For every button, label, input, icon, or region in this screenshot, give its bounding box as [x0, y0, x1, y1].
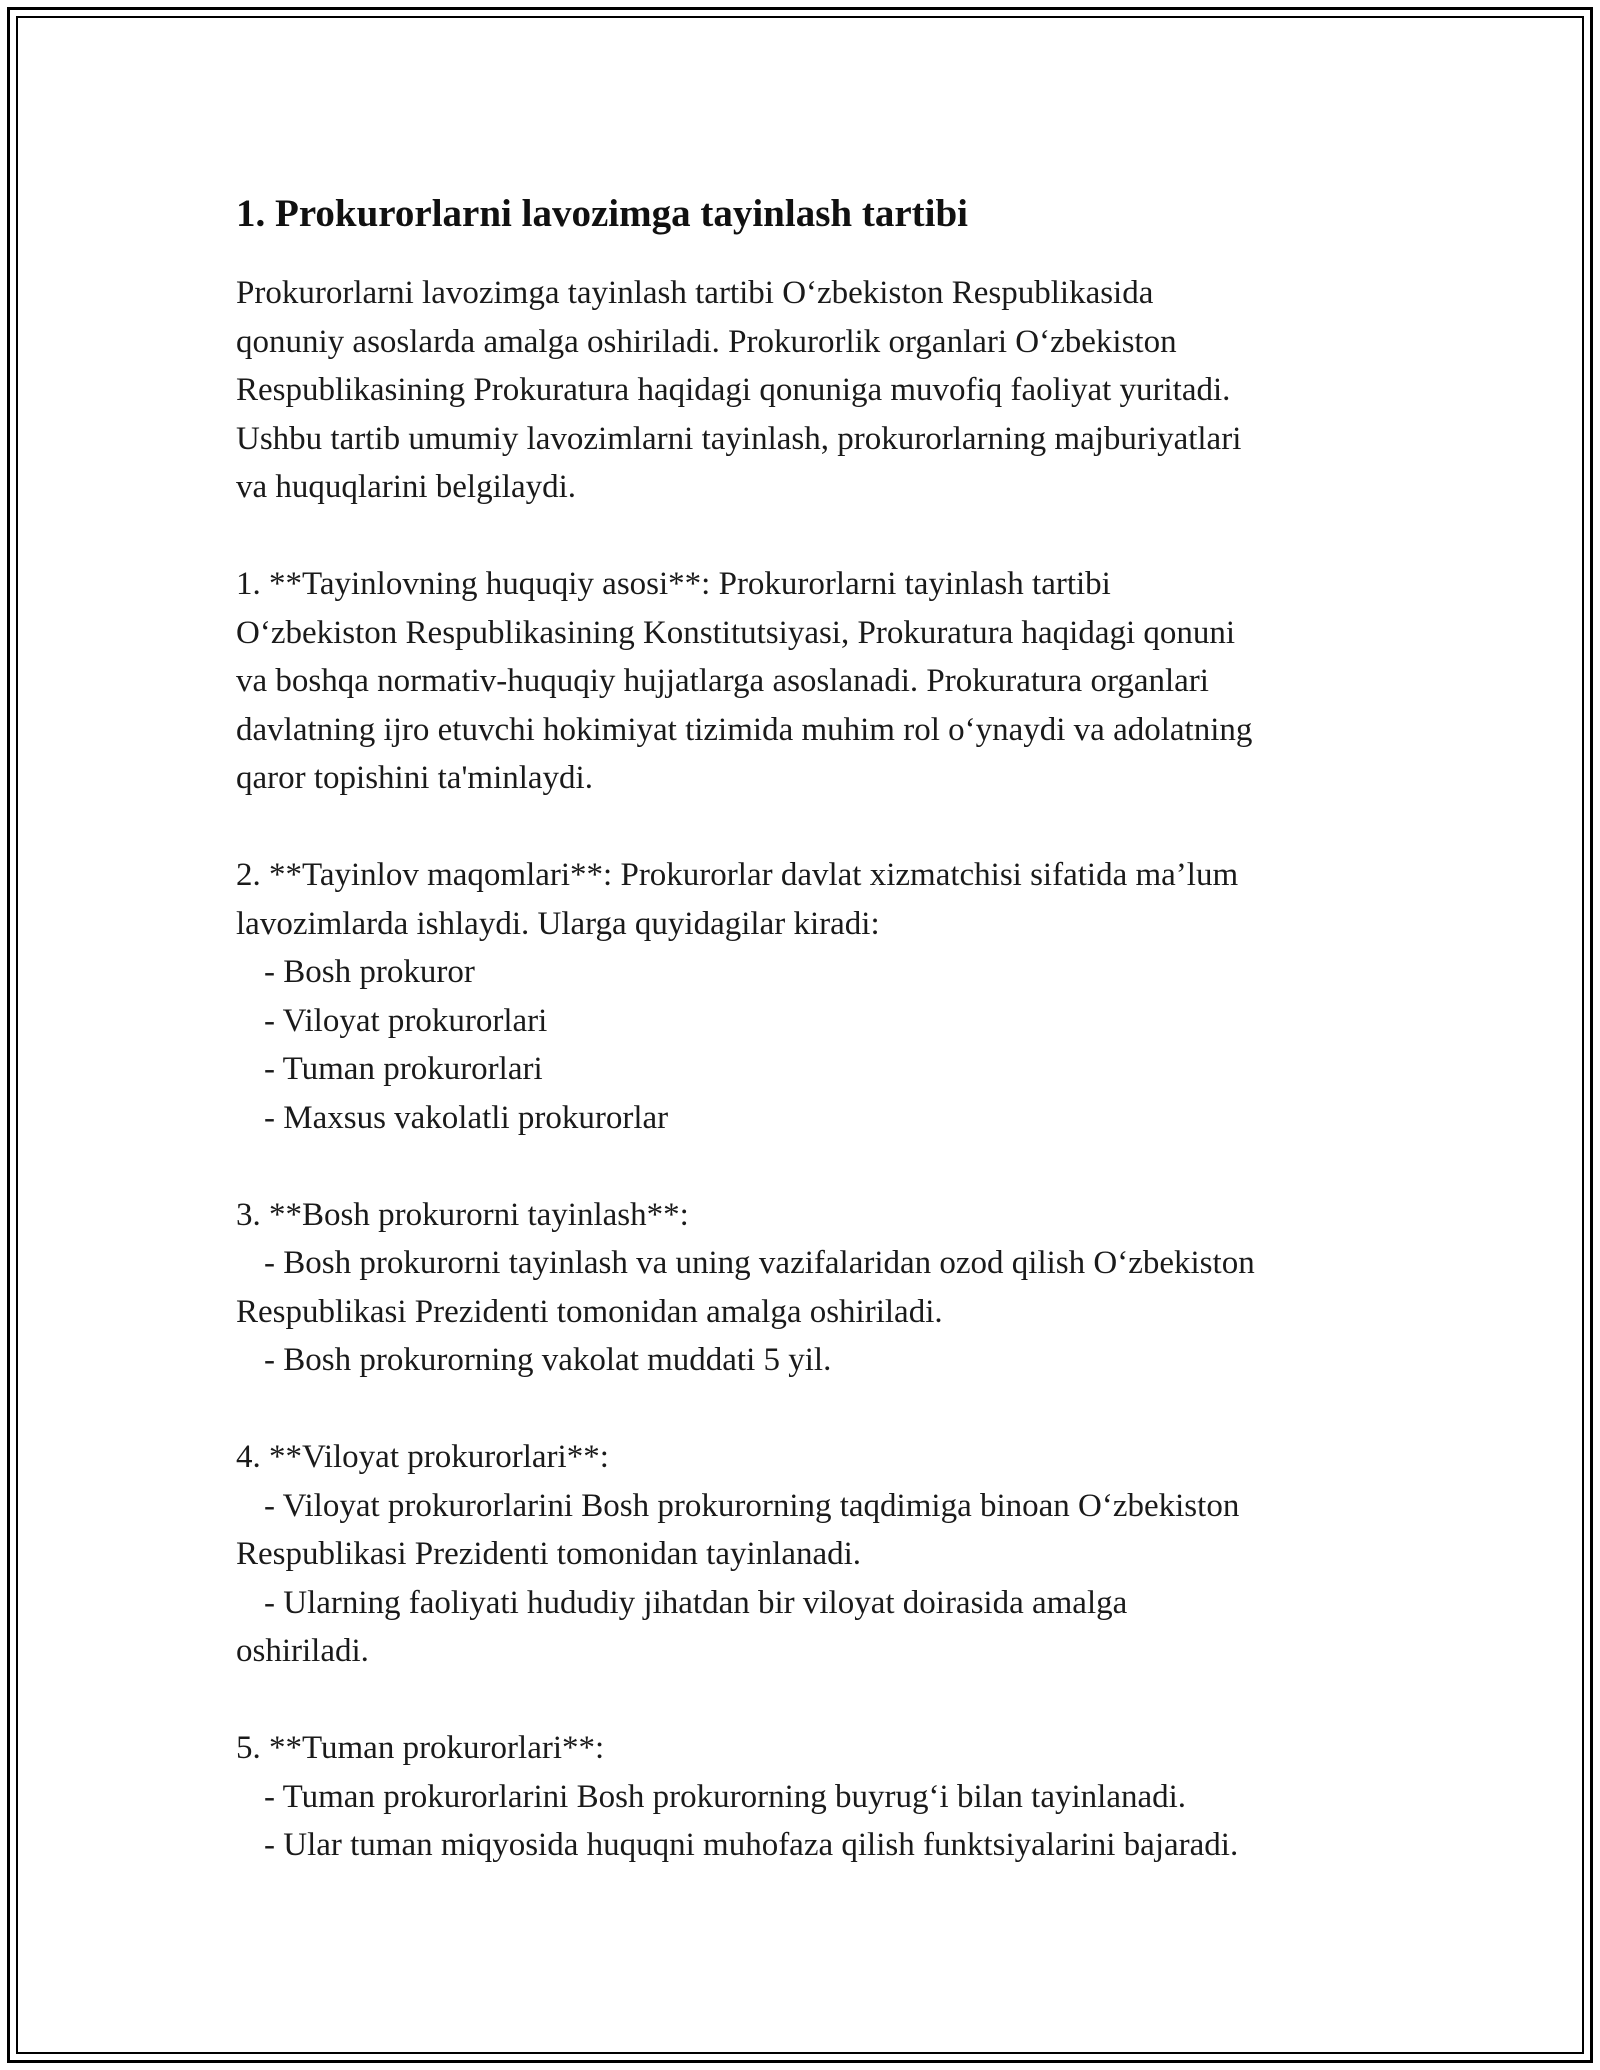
bullet-line: - Bosh prokurorni tayinlash va uning vazifalaridan ozod qilish O‘zbekiston	[264, 1245, 1255, 1281]
item-line: 4. **Viloyat prokurorlari**:	[236, 1439, 609, 1475]
intro-line: Respublikasining Prokuratura haqidagi qonuniga muvofiq faoliyat yuritadi.	[236, 372, 1231, 408]
item-line: davlatning ijro etuvchi hokimiyat tizimida muhim rol o‘ynaydi va adolatning	[236, 711, 1253, 748]
intro-line: Prokurorlarni lavozimga tayinlash tartibi O‘zbekiston Respublikasida	[236, 275, 1154, 311]
section-heading: 1. Prokurorlarni lavozimga tayinlash tartibi	[236, 192, 968, 235]
item-line: va boshqa normativ-huquqiy hujjatlarga asoslanadi. Prokuratura organlari	[236, 663, 1209, 699]
item-line: 1. **Tayinlovning huquqiy asosi**: Prokurorlarni tayinlash tartibi	[236, 566, 1111, 602]
intro-line: va huquqlarini belgilaydi.	[236, 469, 577, 505]
bullet-line: - Tuman prokurorlarini Bosh prokurorning buyrug‘i bilan tayinlanadi.	[264, 1778, 1187, 1815]
spacer	[236, 1385, 1386, 1434]
bullet-line: - Bosh prokurorning vakolat muddati 5 yil.	[264, 1342, 832, 1378]
spacer	[236, 1676, 1386, 1725]
item-line: 3. **Bosh prokurorni tayinlash**:	[236, 1196, 689, 1233]
item-line: Respublikasi Prezidenti tomonidan amalga oshiriladi.	[236, 1293, 943, 1330]
bullet-line: - Maxsus vakolatli prokurorlar	[264, 1099, 669, 1136]
item-line: Respublikasi Prezidenti tomonidan tayinlanadi.	[236, 1536, 862, 1572]
intro-paragraph	[236, 269, 1386, 512]
item-line: lavozimlarda ishlaydi. Ularga quyidagilar kiradi:	[236, 905, 880, 942]
intro-line: qonuniy asoslarda amalga oshiriladi. Prokurorlik organlari O‘zbekiston	[236, 323, 1177, 360]
item-regional-prosecutors	[236, 1433, 1386, 1676]
bullet-line: - Viloyat prokurorlari	[264, 1002, 548, 1039]
item-district-prosecutors	[236, 1724, 1386, 1870]
spacer	[236, 512, 1386, 561]
intro-line: Ushbu tartib umumiy lavozimlarni tayinlash, prokurorlarning majburiyatlari	[236, 420, 1242, 457]
item-line: qaror topishini ta'minlaydi.	[236, 760, 593, 796]
item-line: oshiriladi.	[236, 1633, 369, 1669]
item-legal-basis	[236, 560, 1386, 803]
document-body	[236, 185, 1386, 1870]
item-line: 2. **Tayinlov maqomlari**: Prokurorlar davlat xizmatchisi sifatida ma’lum	[236, 857, 1239, 893]
item-prosecutor-general	[236, 1191, 1386, 1385]
bullet-line: - Viloyat prokurorlarini Bosh prokurorning taqdimiga binoan O‘zbekiston	[264, 1487, 1240, 1524]
spacer	[236, 803, 1386, 852]
bullet-line: - Ularning faoliyati hududiy jihatdan bir viloyat doirasida amalga	[264, 1584, 1128, 1621]
item-line: O‘zbekiston Respublikasining Konstitutsiyasi, Prokuratura haqidagi qonuni	[236, 614, 1236, 651]
bullet-line: - Tuman prokurorlari	[264, 1051, 543, 1087]
item-line: 5. **Tuman prokurorlari**:	[236, 1730, 605, 1766]
spacer	[236, 1142, 1386, 1191]
bullet-line: - Bosh prokuror	[264, 954, 475, 990]
bullet-line: - Ular tuman miqyosida huquqni muhofaza qilish funktsiyalarini bajaradi.	[264, 1827, 1239, 1863]
item-positions	[236, 851, 1386, 1142]
